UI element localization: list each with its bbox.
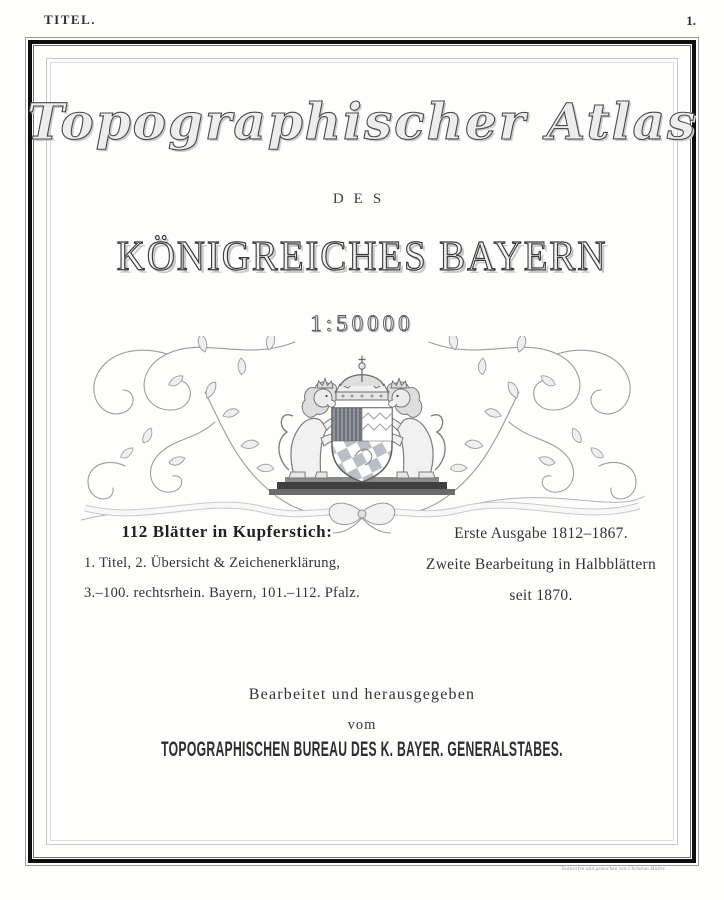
kingdom-title: KÖNIGREICHES BAYERN bbox=[116, 234, 608, 280]
main-title: Topographischer Atlas bbox=[26, 92, 698, 151]
since-line: seit 1870. bbox=[509, 587, 573, 604]
edition-info-right bbox=[408, 525, 674, 605]
map-scale: 1:50000 bbox=[310, 311, 414, 336]
publisher-name: TOPOGRAPHISCHEN BUREAU DES K. BAYER. GENERALSTABES. bbox=[161, 738, 563, 761]
sheets-line-2: 1. Titel, 2. Übersicht & Zeichenerklärung, bbox=[84, 555, 341, 571]
edition-info-left bbox=[84, 522, 370, 602]
page-number: 1. bbox=[686, 13, 696, 28]
second-edition-line: Zweite Bearbeitung in Halbblättern bbox=[425, 556, 657, 573]
imprint-line-1: Bearbeitet und herausgegeben bbox=[248, 686, 476, 703]
bavaria-coat-of-arms-icon bbox=[55, 336, 669, 546]
first-edition-line: Erste Ausgabe 1812–1867. bbox=[454, 525, 628, 542]
imprint-line-2: vom bbox=[347, 717, 377, 733]
sheets-heading: 112 Blätter in Kupferstich: bbox=[121, 522, 333, 541]
page-header-label: TITEL. bbox=[44, 12, 96, 27]
sheets-line-3: 3.–100. rechtsrhein. Bayern, 101.–112. Pfalz. bbox=[84, 585, 360, 601]
engraver-credit: Entworfen und gestochen von Christian Müller. bbox=[562, 867, 666, 872]
title-connector: DES bbox=[332, 191, 392, 207]
